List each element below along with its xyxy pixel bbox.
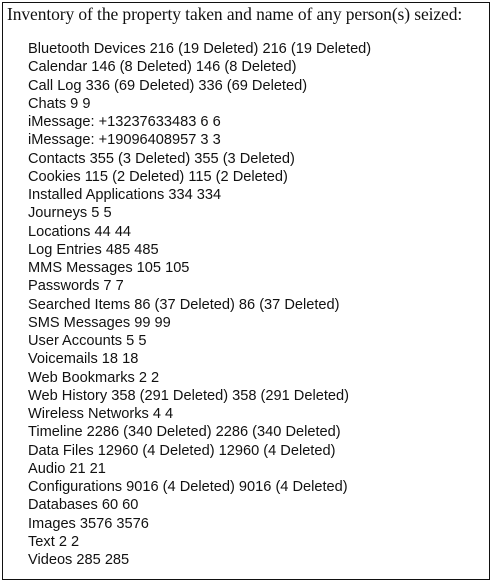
inventory-item: Videos 285 285	[28, 552, 130, 568]
inventory-item: Chats 9 9	[28, 95, 91, 112]
inventory-item: Contacts 355 (3 Deleted) 355 (3 Deleted)	[28, 150, 295, 167]
inventory-item: Bluetooth Devices 216 (19 Deleted) 216 (19 Deleted)	[28, 41, 372, 57]
inventory-item: Audio 21 21	[28, 460, 106, 477]
inventory-item: Locations 44 44	[28, 223, 132, 240]
inventory-item: Web Bookmarks 2 2	[28, 369, 160, 386]
inventory-item: iMessage: +19096408957 3 3	[28, 132, 221, 149]
inventory-item: Searched Items 86 (37 Deleted) 86 (37 Deleted)	[28, 296, 340, 313]
inventory-box	[2, 2, 490, 580]
inventory-item: Wireless Networks 4 4	[28, 406, 174, 422]
inventory-item: Call Log 336 (69 Deleted) 336 (69 Deleted)	[28, 77, 308, 94]
inventory-list	[28, 40, 371, 569]
inventory-item: Passwords 7 7	[28, 278, 124, 295]
inventory-item: Log Entries 485 485	[28, 241, 159, 258]
inventory-item: Calendar 146 (8 Deleted) 146 (8 Deleted)	[28, 59, 297, 76]
inventory-item: Voicemails 18 18	[28, 351, 139, 368]
inventory-item: Configurations 9016 (4 Deleted) 9016 (4 Deleted)	[28, 479, 348, 495]
inventory-item: Images 3576 3576	[28, 515, 149, 532]
inventory-item: MMS Messages 105 105	[28, 260, 190, 276]
inventory-heading: Inventory of the property taken and name of any person(s) seized:	[7, 4, 463, 24]
inventory-item: Text 2 2	[28, 533, 80, 550]
inventory-item: Web History 358 (291 Deleted) 358 (291 Deleted)	[28, 387, 349, 404]
inventory-item: Data Files 12960 (4 Deleted) 12960 (4 Deleted)	[28, 442, 336, 459]
inventory-item: Journeys 5 5	[28, 205, 112, 222]
inventory-item: iMessage: +13237633483 6 6	[28, 114, 221, 130]
inventory-item: User Accounts 5 5	[28, 333, 147, 349]
inventory-item: Databases 60 60	[28, 497, 139, 514]
inventory-item: SMS Messages 99 99	[28, 314, 171, 331]
inventory-item: Installed Applications 334 334	[28, 187, 222, 203]
inventory-item: Cookies 115 (2 Deleted) 115 (2 Deleted)	[28, 168, 288, 185]
inventory-item: Timeline 2286 (340 Deleted) 2286 (340 Deleted)	[28, 424, 341, 441]
